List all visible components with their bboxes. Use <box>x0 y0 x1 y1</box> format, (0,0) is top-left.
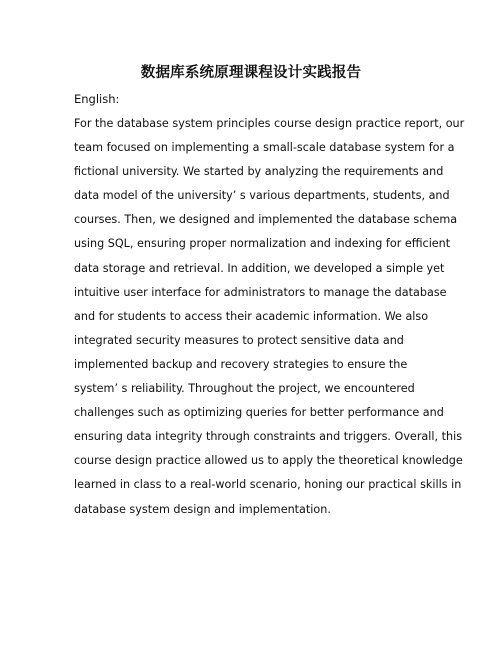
paragraph-line: data model of the university’ s various departments, students, and <box>74 189 450 203</box>
paragraph-line: team focused on implementing a small-scale database system for a <box>74 141 455 155</box>
paragraph-line: system’ s reliability. Throughout the project, we encountered <box>74 382 415 396</box>
paragraph-line: data storage and retrieval. In addition, we developed a simple yet <box>74 261 445 275</box>
language-label: English: <box>74 92 120 106</box>
paragraph-line: intuitive user interface for administrators to manage the database <box>74 285 447 299</box>
paragraph-line: database system design and implementation. <box>74 502 331 516</box>
report-paragraph <box>74 112 465 522</box>
paragraph-line: learned in class to a real-world scenario, honing our practical skills in <box>74 478 462 492</box>
paragraph-line: challenges such as optimizing queries for better performance and <box>74 406 444 420</box>
paragraph-line: using SQL, ensuring proper normalization and indexing for efficient <box>74 237 451 251</box>
paragraph-line: courses. Then, we designed and implemented the database schema <box>74 213 458 227</box>
paragraph-line: ensuring data integrity through constraints and triggers. Overall, this <box>74 430 463 444</box>
paragraph-line: fictional university. We started by analyzing the requirements and <box>74 165 444 179</box>
paragraph-line: For the database system principles course design practice report, our <box>74 117 465 130</box>
paragraph-line: course design practice allowed us to apply the theoretical knowledge <box>74 454 463 468</box>
paragraph-line: implemented backup and recovery strategies to ensure the <box>74 357 408 371</box>
document-title: 数据库系统原理课程设计实践报告 <box>140 65 362 81</box>
paragraph-line: and for students to access their academic information. We also <box>74 309 429 323</box>
paragraph-line: integrated security measures to protect sensitive data and <box>74 333 404 347</box>
